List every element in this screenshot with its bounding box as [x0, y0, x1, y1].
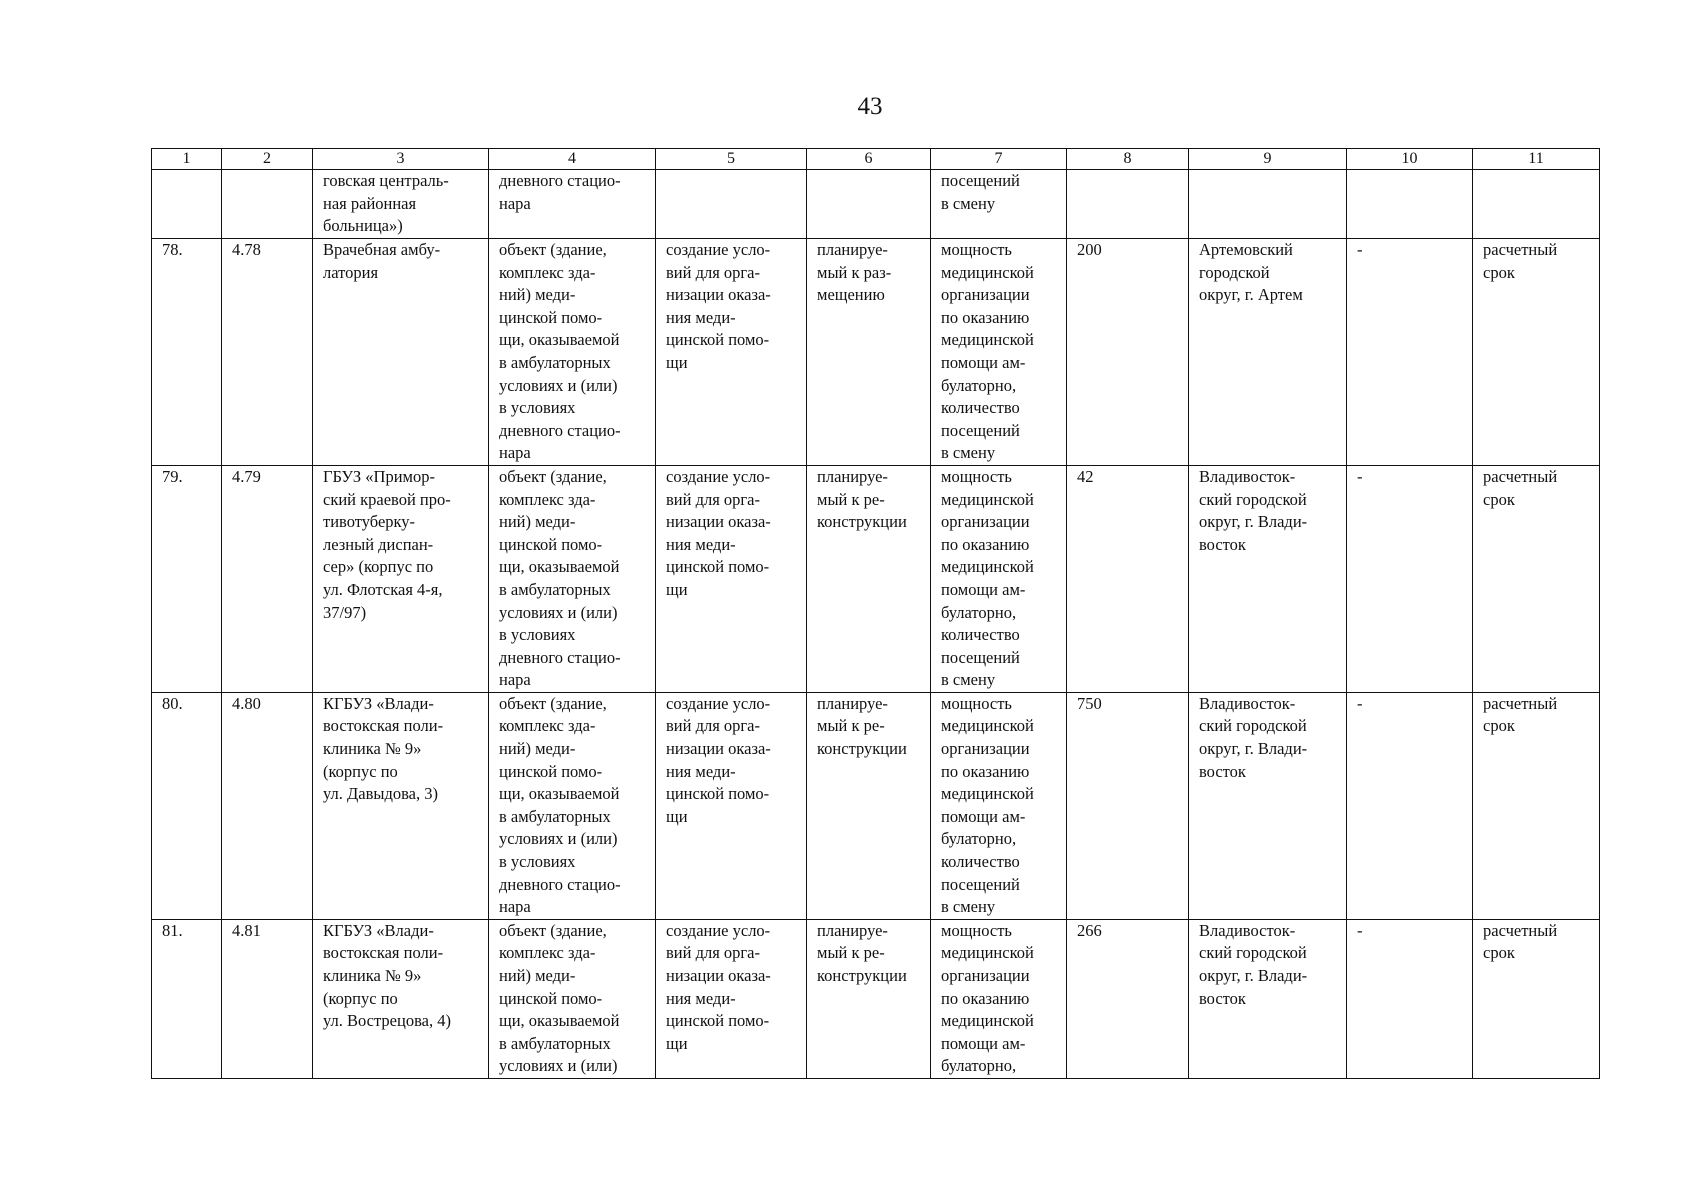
table-cell: [1473, 170, 1600, 239]
continuation-row: [152, 170, 1600, 239]
value-cell: 42: [1067, 465, 1189, 692]
location-cell: Владивосток- ский городской округ, г. Влади- восток: [1189, 919, 1347, 1078]
term-cell: расчетный срок: [1473, 692, 1600, 919]
table-cell: [1347, 170, 1473, 239]
column-number: 1: [152, 149, 222, 170]
value-cell: 266: [1067, 919, 1189, 1078]
characteristic-cell: мощность медицинской организации по оказанию медицинской помощи ам- булаторно, количество посещений в смену: [931, 692, 1067, 919]
table-row: [152, 465, 1600, 692]
object-name-cell: Врачебная амбу- латория: [313, 239, 489, 466]
table-cell: [152, 170, 222, 239]
table-cell: [807, 170, 931, 239]
object-name-cell: КГБУЗ «Влади- востокская поли- клиника № 9» (корпус по ул. Вострецова, 4): [313, 919, 489, 1078]
column-number: 5: [656, 149, 807, 170]
characteristic-cell: мощность медицинской организации по оказанию медицинской помощи ам- булаторно, количество посещений в смену: [931, 239, 1067, 466]
table-cell: говская централь- ная районная больница»): [313, 170, 489, 239]
object-name-cell: ГБУЗ «Примор- ский краевой про- тивотуберку- лезный диспан- сер» (корпус по ул. Флотская 4-я, 37/97): [313, 465, 489, 692]
zone-cell: -: [1347, 465, 1473, 692]
table-cell: [1067, 170, 1189, 239]
table-cell: [222, 170, 313, 239]
term-cell: расчетный срок: [1473, 239, 1600, 466]
column-number-row: [152, 149, 1600, 170]
status-cell: планируе- мый к ре- конструкции: [807, 465, 931, 692]
object-code-cell: 4.79: [222, 465, 313, 692]
planned-objects-table: [151, 148, 1600, 1079]
location-cell: Артемовский городской округ, г. Артем: [1189, 239, 1347, 466]
column-number: 7: [931, 149, 1067, 170]
page-number: 43: [857, 93, 883, 120]
object-type-cell: объект (здание, комплекс зда- ний) меди- цинской помо- щи, оказываемой в амбулаторных условиях и (или) в условиях дневного стацио- нара: [489, 239, 656, 466]
purpose-cell: создание усло- вий для орга- низации оказа- ния меди- цинской помо- щи: [656, 692, 807, 919]
purpose-cell: создание усло- вий для орга- низации оказа- ния меди- цинской помо- щи: [656, 919, 807, 1078]
purpose-cell: создание усло- вий для орга- низации оказа- ния меди- цинской помо- щи: [656, 465, 807, 692]
column-number: 9: [1189, 149, 1347, 170]
purpose-cell: создание усло- вий для орга- низации оказа- ния меди- цинской помо- щи: [656, 239, 807, 466]
status-cell: планируе- мый к ре- конструкции: [807, 919, 931, 1078]
column-number: 10: [1347, 149, 1473, 170]
object-type-cell: объект (здание, комплекс зда- ний) меди- цинской помо- щи, оказываемой в амбулаторных условиях и (или) в условиях дневного стацио- нара: [489, 465, 656, 692]
characteristic-cell: мощность медицинской организации по оказанию медицинской помощи ам- булаторно,: [931, 919, 1067, 1078]
status-cell: планируе- мый к ре- конструкции: [807, 692, 931, 919]
value-cell: 750: [1067, 692, 1189, 919]
table-cell: дневного стацио- нара: [489, 170, 656, 239]
object-name-cell: КГБУЗ «Влади- востокская поли- клиника № 9» (корпус по ул. Давыдова, 3): [313, 692, 489, 919]
table-cell: [1189, 170, 1347, 239]
row-number-cell: 80.: [152, 692, 222, 919]
zone-cell: -: [1347, 919, 1473, 1078]
object-code-cell: 4.80: [222, 692, 313, 919]
column-number: 6: [807, 149, 931, 170]
table-cell: [656, 170, 807, 239]
value-cell: 200: [1067, 239, 1189, 466]
column-number: 3: [313, 149, 489, 170]
table-cell: посещений в смену: [931, 170, 1067, 239]
table-row: [152, 239, 1600, 466]
row-number-cell: 79.: [152, 465, 222, 692]
column-number: 4: [489, 149, 656, 170]
characteristic-cell: мощность медицинской организации по оказанию медицинской помощи ам- булаторно, количество посещений в смену: [931, 465, 1067, 692]
table-row: [152, 692, 1600, 919]
location-cell: Владивосток- ский городской округ, г. Влади- восток: [1189, 692, 1347, 919]
column-number: 8: [1067, 149, 1189, 170]
table-row: [152, 919, 1600, 1078]
term-cell: расчетный срок: [1473, 919, 1600, 1078]
status-cell: планируе- мый к раз- мещению: [807, 239, 931, 466]
location-cell: Владивосток- ский городской округ, г. Влади- восток: [1189, 465, 1347, 692]
object-type-cell: объект (здание, комплекс зда- ний) меди- цинской помо- щи, оказываемой в амбулаторных условиях и (или): [489, 919, 656, 1078]
term-cell: расчетный срок: [1473, 465, 1600, 692]
object-type-cell: объект (здание, комплекс зда- ний) меди- цинской помо- щи, оказываемой в амбулаторных условиях и (или) в условиях дневного стацио- нара: [489, 692, 656, 919]
row-number-cell: 81.: [152, 919, 222, 1078]
object-code-cell: 4.78: [222, 239, 313, 466]
zone-cell: -: [1347, 239, 1473, 466]
column-number: 2: [222, 149, 313, 170]
object-code-cell: 4.81: [222, 919, 313, 1078]
row-number-cell: 78.: [152, 239, 222, 466]
zone-cell: -: [1347, 692, 1473, 919]
column-number: 11: [1473, 149, 1600, 170]
